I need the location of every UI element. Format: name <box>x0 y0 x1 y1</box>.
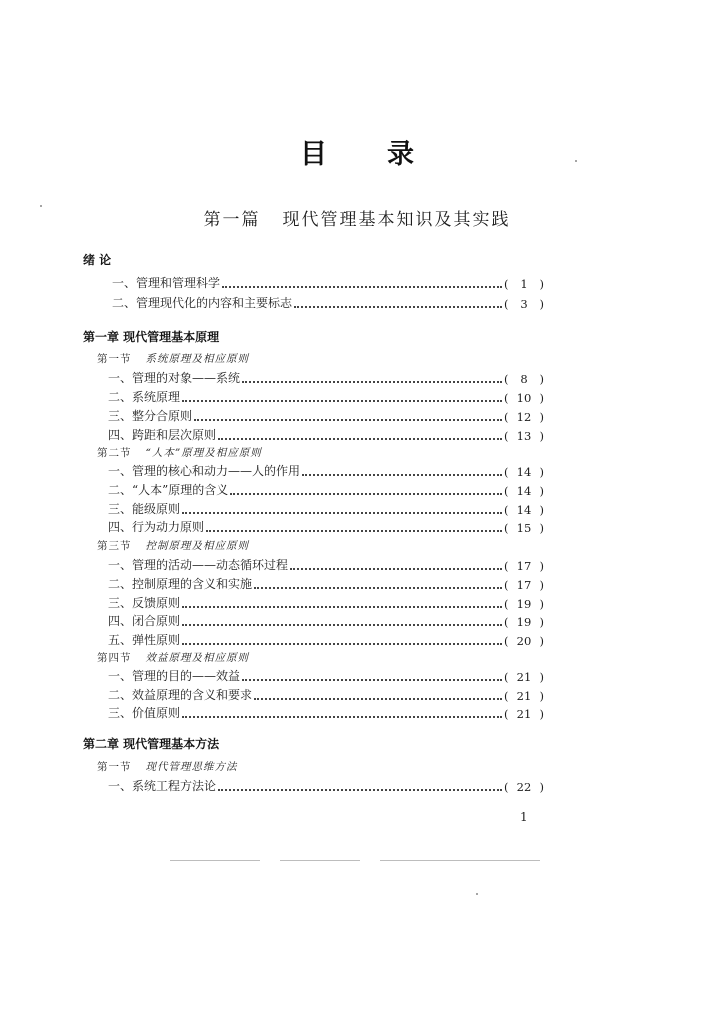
scan-speck <box>575 160 577 162</box>
toc-entry[interactable]: 四、闭合原则 ( 19 ) <box>108 614 544 629</box>
toc-entry[interactable]: 一、管理的活动——动态循环过程 ( 17 ) <box>108 558 544 573</box>
toc-entry[interactable]: 一、系统工程方法论 ( 22 ) <box>108 779 544 794</box>
part-number: 第一篇 <box>203 210 261 230</box>
toc-entry[interactable]: 一、管理的对象——系统 ( 8 ) <box>108 371 544 386</box>
toc-entry[interactable]: 二、“人本”原理的含义 ( 14 ) <box>108 483 544 498</box>
intro-heading: 绪 论 <box>83 253 112 267</box>
scan-speck <box>40 205 42 207</box>
toc-entry[interactable]: 二、控制原理的含义和实施 ( 17 ) <box>108 577 544 592</box>
part-heading <box>0 205 714 230</box>
toc-entry[interactable]: 二、系统原理 ( 10 ) <box>108 390 544 405</box>
toc-entry[interactable]: 一、管理的核心和动力——人的作用 ( 14 ) <box>108 464 544 479</box>
title-char-left: 目 <box>300 139 327 170</box>
section-heading: 第一节 现代管理思维方法 <box>97 761 238 773</box>
toc-entry[interactable]: 五、弹性原则 ( 20 ) <box>108 633 544 648</box>
title-char-right: 录 <box>387 139 414 170</box>
section-heading: 第二节 “人本”原理及相应原则 <box>97 447 262 459</box>
chapter-2-heading: 第二章 现代管理基本方法 <box>83 737 220 751</box>
page-number: 1 <box>520 810 528 824</box>
section-heading: 第四节 效益原理及相应原则 <box>97 652 249 664</box>
page-title <box>0 132 714 171</box>
toc-entry[interactable]: 三、能级原则 ( 14 ) <box>108 502 544 517</box>
toc-entry[interactable]: 二、效益原理的含义和要求 ( 21 ) <box>108 688 544 703</box>
toc-entry[interactable]: 四、跨距和层次原则 ( 13 ) <box>108 428 544 443</box>
toc-entry[interactable]: 三、价值原则 ( 21 ) <box>108 706 544 721</box>
toc-entry[interactable]: 一、管理和管理科学 ( 1 ) <box>112 276 544 291</box>
section-heading: 第一节 系统原理及相应原则 <box>97 353 249 365</box>
scan-artifact <box>280 860 360 861</box>
part-name: 现代管理基本知识及其实践 <box>282 210 511 230</box>
scan-artifact <box>380 860 540 861</box>
toc-entry[interactable]: 三、整分合原则 ( 12 ) <box>108 409 544 424</box>
toc-entry[interactable]: 四、行为动力原则 ( 15 ) <box>108 520 544 535</box>
toc-entry[interactable]: 一、管理的目的——效益 ( 21 ) <box>108 669 544 684</box>
scan-speck <box>476 893 478 895</box>
toc-entry[interactable]: 二、管理现代化的内容和主要标志 ( 3 ) <box>112 296 544 311</box>
section-heading: 第三节 控制原理及相应原则 <box>97 540 249 552</box>
toc-entry[interactable]: 三、反馈原则 ( 19 ) <box>108 596 544 611</box>
chapter-1-heading: 第一章 现代管理基本原理 <box>83 330 220 344</box>
scan-artifact <box>170 860 260 861</box>
